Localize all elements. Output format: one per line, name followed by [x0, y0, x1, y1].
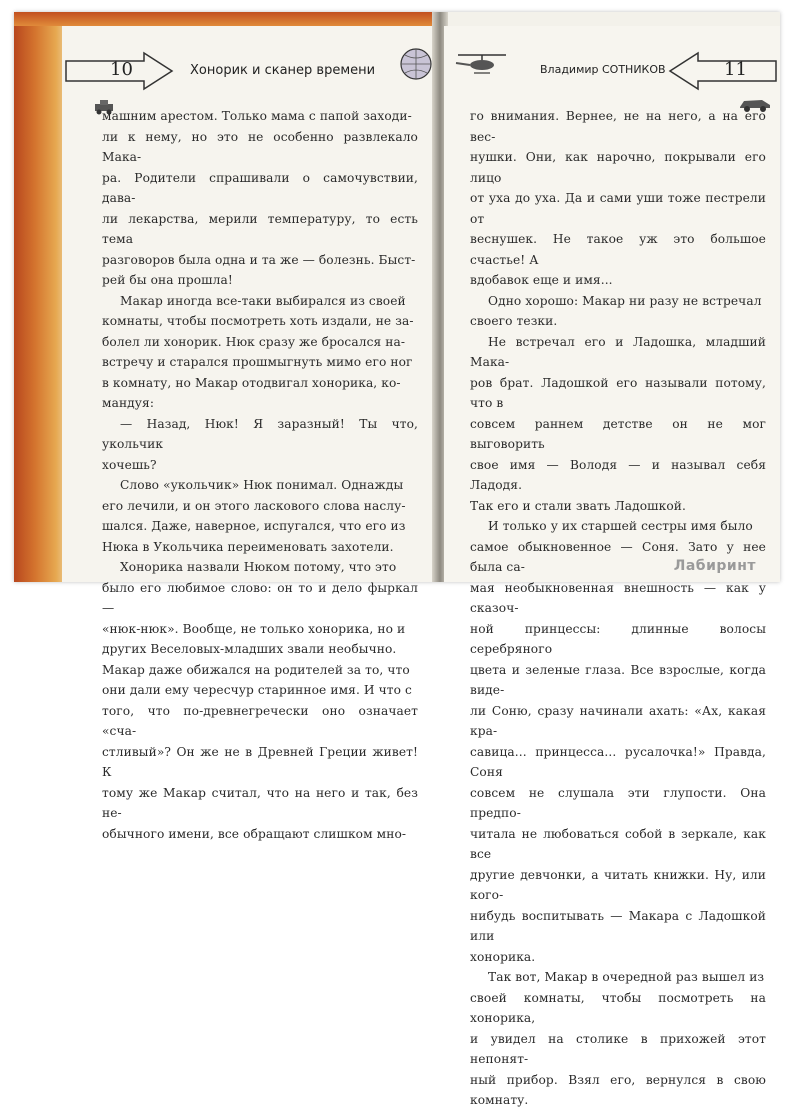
- paragraph: И только у их старшей сестры имя было самое обыкновенное — Соня. Зато у нее была са- мая необыкновенная внешность — как у сказоч- ной принцессы: длинные волосы серебряного цвета и зеленые глаза. Все взрослые, когда виде- ли Соню, сразу начинали ахать: «Ах, какая кра- савица... принцесса... русалочка!» Правда, Соня совсем не слушала эти глупости. Она предпо- читала не любоваться собой в зеркале, как все другие девчонки, а читать книжки. Ну, или кого- нибудь воспитывать — Макара с Ладошкой или хонорика.: [470, 519, 766, 964]
- paragraph: Так вот, Макар в очередной раз вышел из своей комнаты, чтобы посмотреть на хонорика, и увидел на столике в прихожей этот непонят- ный прибор. Взял его, вернулся в свою комнату.: [470, 970, 766, 1107]
- paragraph: Хонорика назвали Нюком потому, что это было его любимое слово: он то и дело фыркал — «нюк-нюк». Вообще, не только хонорика, но и других Веселовых-младших звали необычно. Макар даже обижался на родителей за то, что они дали ему чересчур старинное имя. И что с того, что по-древнегречески оно означает «сча- стливый»? Он же не в Древней Греции живет! К тому же Макар считал, что на него и так, без не- обычного имени, все обращают слишком мно-: [102, 560, 418, 841]
- right-page-header: [444, 51, 780, 91]
- left-page-number: 10: [110, 59, 133, 80]
- paragraph: Не встречал его и Ладошка, младший Мака- ров брат. Ладошкой его называли потому, что в совсем раннем детстве он не мог выговорить свое имя — Володя — и называл себя Ладодя. Так его и стали звать Ладошкой.: [470, 334, 766, 513]
- right-page: [444, 26, 780, 1107]
- left-running-title: Хонорик и сканер времени: [190, 63, 376, 78]
- right-page-text: [470, 106, 766, 1111]
- page-number-arrow-icon: [668, 51, 778, 91]
- left-page-header: [62, 51, 439, 91]
- paragraph: Одно хорошо: Макар ни разу не встречал своего тезки.: [470, 293, 762, 328]
- left-page-text: [102, 106, 418, 844]
- book-cover-top: [14, 12, 439, 26]
- right-running-title: Владимир СОТНИКОВ: [540, 63, 666, 76]
- paragraph: Макар иногда все-таки выбирался из своей комнаты, чтобы посмотреть хоть издали, не за- болел ли хонорик. Нюк сразу же бросался на- встречу и старался прошмыгнуть мимо его ног в комнату, но Макар отодвигал хонорика, ко- мандуя:: [102, 293, 414, 410]
- open-book: [14, 12, 780, 1107]
- left-page: [62, 26, 439, 841]
- paragraph: машним арестом. Только мама с папой заходи- ли к нему, но это не особенно развлекало Мака- ра. Родители спрашивали о самочувствии, дава- ли лекарства, мерили температуру, то есть тема разговоров была одна и та же — болезнь. Быст- рей бы она прошла!: [102, 109, 418, 287]
- paragraph: — Назад, Нюк! Я заразный! Ты что, укольчик хочешь?: [102, 416, 418, 472]
- watermark-logo: Лабиринт: [673, 558, 756, 574]
- paragraph: Слово «укольчик» Нюк понимал. Однажды его лечили, и он этого ласкового слова наслу- шался. Даже, наверное, испугался, что его из Нюка в Укольчика переименовать захотели.: [102, 478, 406, 554]
- paragraph: го внимания. Вернее, не на него, а на его вес- нушки. Они, как нарочно, покрывали его лицо от уха до уха. Да и сами уши тоже пестрели от веснушек. Не такое уж это большое счастье! А вдобавок еще и имя...: [470, 109, 766, 287]
- right-page-number: 11: [724, 59, 747, 80]
- helicopter-icon: [454, 51, 510, 77]
- globe-icon: [397, 45, 435, 83]
